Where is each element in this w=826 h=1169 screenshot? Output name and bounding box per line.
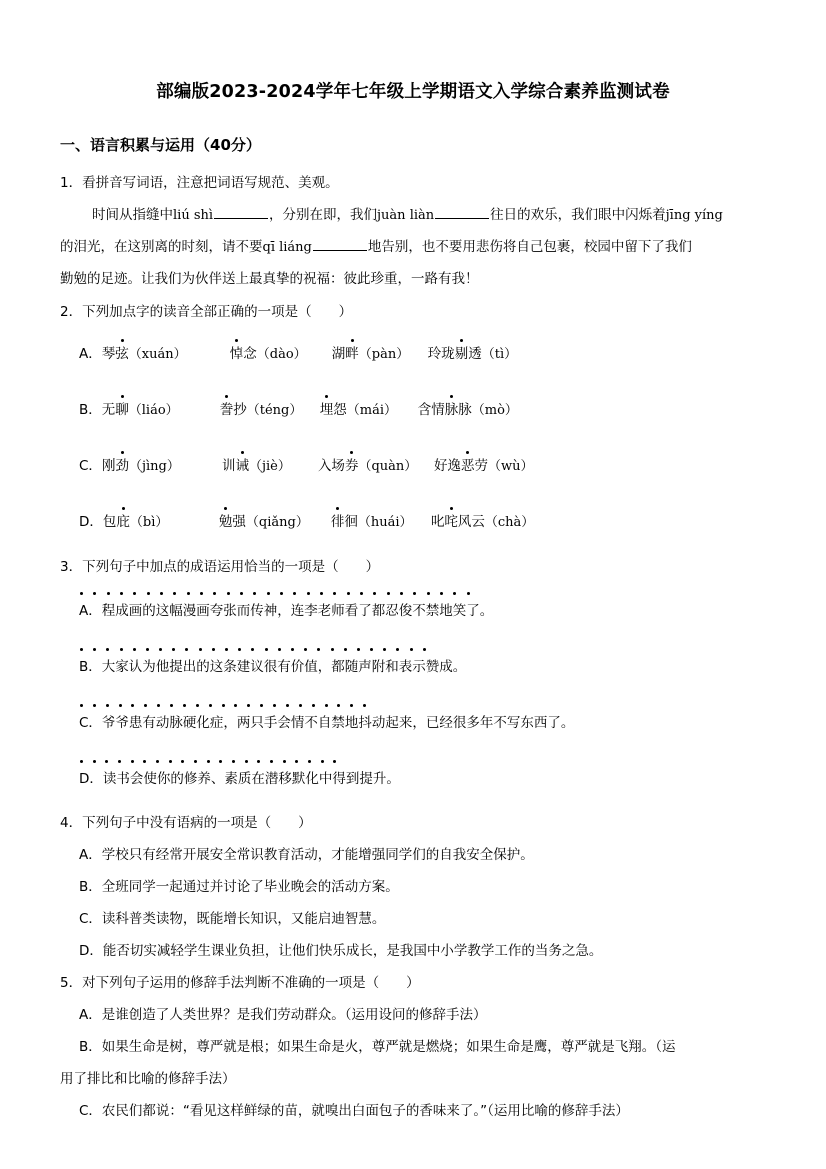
dotted-char: 畔 xyxy=(345,346,359,362)
q3-option-b[interactable]: B．大家认为他提出的这条建议很有价值，都随声附和表示赞成。 xyxy=(79,659,467,675)
emphasis-dot xyxy=(118,760,121,763)
emphasis-dot xyxy=(357,648,360,651)
emphasis-dot xyxy=(295,760,298,763)
emphasis-dot xyxy=(219,760,222,763)
emphasis-dot xyxy=(283,760,286,763)
emphasis-dot xyxy=(321,760,324,763)
emphasis-dot xyxy=(173,592,176,595)
emphasis-dot xyxy=(119,704,122,707)
emphasis-dot xyxy=(370,648,373,651)
emphasis-dot xyxy=(227,592,230,595)
emphasis-dot xyxy=(169,760,172,763)
dotted-char: 券 xyxy=(344,458,359,474)
dotted-char: 悼 xyxy=(229,346,244,362)
emphasis-dot xyxy=(400,592,403,595)
emphasis-dot xyxy=(320,592,323,595)
emphasis-dot xyxy=(234,704,237,707)
dotted-char: 徘 xyxy=(330,514,345,530)
q2-option-d[interactable]: D．包庇（bì） 勉强（qiǎng） 徘徊（huái） 叱咤风云（chà） xyxy=(79,514,535,530)
emphasis-dot xyxy=(363,704,366,707)
emphasis-dot xyxy=(373,592,376,595)
emphasis-dot xyxy=(245,760,248,763)
dotted-char: 咤 xyxy=(444,514,458,530)
question-4-stem: 4．下列句子中没有语病的一项是（ ） xyxy=(60,815,312,831)
question-1-line-1 xyxy=(92,203,802,223)
question-1-line-2 xyxy=(60,235,770,255)
q1-blank[interactable] xyxy=(435,206,489,219)
emphasis-dot xyxy=(253,592,256,595)
emphasis-dot xyxy=(344,648,347,651)
q2-option-a[interactable]: A．琴弦（xuán） 悼念（dào） 湖畔（pàn） 玲珑剔透（tì） xyxy=(79,346,518,362)
q5-option-b[interactable]: B．如果生命是树，尊严就是根；如果生命是火，尊严就是燃烧；如果生命是鹰，尊严就是飞翔。（运 xyxy=(79,1039,676,1055)
emphasis-dot xyxy=(387,592,390,595)
q5-option-b-continued: 用了排比和比喻的修辞手法） xyxy=(60,1071,236,1087)
dotted-char: 剔 xyxy=(454,346,469,362)
dotted-char: 恶 xyxy=(460,458,475,474)
option-label: B． xyxy=(79,402,102,418)
emphasis-dot xyxy=(106,704,109,707)
emphasis-dot xyxy=(265,648,268,651)
emphasis-dot xyxy=(120,648,123,651)
q1-text: 时间从指缝中 xyxy=(92,207,173,223)
emphasis-dot xyxy=(467,592,470,595)
q1-pinyin: jīng yíng xyxy=(665,208,723,223)
emphasis-dot xyxy=(270,760,273,763)
question-2-stem: 2．下列加点字的读音全部正确的一项是（ ） xyxy=(60,304,353,320)
emphasis-dot xyxy=(80,704,83,707)
emphasis-dot xyxy=(440,592,443,595)
emphasis-dot xyxy=(396,648,399,651)
emphasis-dot xyxy=(299,704,302,707)
emphasis-dot xyxy=(160,592,163,595)
emphasis-dot xyxy=(293,592,296,595)
emphasis-dot xyxy=(93,704,96,707)
q2-option-c[interactable]: C．刚劲（jìng） 训诫（jiè） 入场券（quàn） 好逸恶劳（wù） xyxy=(79,458,534,474)
emphasis-dot xyxy=(360,592,363,595)
emphasis-dot xyxy=(105,760,108,763)
emphasis-dot xyxy=(312,704,315,707)
emphasis-dot xyxy=(232,760,235,763)
emphasis-dot xyxy=(307,592,310,595)
emphasis-dot xyxy=(194,760,197,763)
emphasis-dot xyxy=(159,648,162,651)
question-1-stem: 1．看拼音写词语，注意把词语写规范、美观。 xyxy=(60,175,339,191)
emphasis-dot xyxy=(247,704,250,707)
emphasis-dot xyxy=(196,704,199,707)
dotted-char: 脉 xyxy=(444,402,459,418)
emphasis-dot xyxy=(325,704,328,707)
dotted-char: 誊 xyxy=(219,402,234,418)
option-label: D． xyxy=(79,514,103,530)
emphasis-dot xyxy=(273,704,276,707)
emphasis-dot xyxy=(120,592,123,595)
emphasis-dot xyxy=(172,648,175,651)
emphasis-dot xyxy=(131,760,134,763)
q1-text: 的泪光，在这别离的时刻，请不要 xyxy=(60,239,263,255)
emphasis-dot xyxy=(337,704,340,707)
emphasis-dot xyxy=(222,704,225,707)
emphasis-dot xyxy=(423,648,426,651)
emphasis-dot xyxy=(453,592,456,595)
q4-option-d[interactable]: D．能否切实减轻学生课业负担，让他们快乐成长，是我国中小学教学工作的当务之急。 xyxy=(79,943,603,959)
q4-option-a[interactable]: A．学校只有经常开展安全常识教育活动，才能增强同学们的自我安全保护。 xyxy=(79,847,534,863)
emphasis-dot xyxy=(213,592,216,595)
emphasis-dot xyxy=(286,704,289,707)
emphasis-dot xyxy=(317,648,320,651)
emphasis-dot xyxy=(93,760,96,763)
q4-option-c[interactable]: C．读科普类读物，既能增长知识，又能启迪智慧。 xyxy=(79,911,386,927)
section-heading: 一、语言积累与运用（40分） xyxy=(60,136,261,154)
emphasis-dot xyxy=(199,648,202,651)
q1-pinyin: qī liáng xyxy=(262,240,312,255)
emphasis-dot xyxy=(80,592,83,595)
emphasis-dot xyxy=(156,760,159,763)
emphasis-dot xyxy=(183,704,186,707)
option-label: C． xyxy=(79,458,102,474)
emphasis-dot xyxy=(80,760,83,763)
emphasis-dots xyxy=(80,592,480,596)
emphasis-dot xyxy=(427,592,430,595)
emphasis-dot xyxy=(333,760,336,763)
emphasis-dot xyxy=(93,648,96,651)
q5-option-a[interactable]: A．是谁创造了人类世界？是我们劳动群众。（运用设问的修辞手法） xyxy=(79,1007,487,1023)
q1-text: ，分别在即，我们 xyxy=(269,207,378,223)
emphasis-dots xyxy=(80,648,436,652)
q3-option-c[interactable]: C．爷爷患有动脉硬化症，两只手会情不自禁地抖动起来，已经很多年不写东西了。 xyxy=(79,715,575,731)
dotted-char: 诫 xyxy=(235,458,249,474)
emphasis-dot xyxy=(225,648,228,651)
option-label: A． xyxy=(79,346,102,362)
emphasis-dot xyxy=(308,760,311,763)
emphasis-dot xyxy=(133,648,136,651)
emphasis-dot xyxy=(260,704,263,707)
emphasis-dot xyxy=(291,648,294,651)
emphasis-dot xyxy=(200,592,203,595)
dotted-char: 弦 xyxy=(115,346,129,362)
question-3-stem: 3．下列句子中加点的成语运用恰当的一项是（ ） xyxy=(60,559,380,575)
emphasis-dot xyxy=(280,592,283,595)
q5-option-c[interactable]: C．农民们都说：“看见这样鲜绿的苗，就嗅出白面包子的香味来了。”（运用比喻的修辞手法） xyxy=(79,1103,629,1119)
emphasis-dot xyxy=(80,648,83,651)
q2-option-b[interactable]: B．无聊（liáo） 誊抄（téng） 埋怨（mái） 含情脉脉（mò） xyxy=(79,402,518,418)
dotted-char: 勉 xyxy=(218,514,233,530)
emphasis-dot xyxy=(413,592,416,595)
q1-blank[interactable] xyxy=(313,238,367,251)
emphasis-dot xyxy=(93,592,96,595)
emphasis-dot xyxy=(251,648,254,651)
emphasis-dot xyxy=(144,704,147,707)
page-title: 部编版2023-2024学年七年级上学期语文入学综合素养监测试卷 xyxy=(156,82,670,102)
emphasis-dot xyxy=(106,648,109,651)
emphasis-dot xyxy=(185,648,188,651)
q1-blank[interactable] xyxy=(214,206,268,219)
emphasis-dot xyxy=(304,648,307,651)
dotted-char: 聊 xyxy=(115,402,129,418)
emphasis-dot xyxy=(131,704,134,707)
emphasis-dot xyxy=(278,648,281,651)
q3-option-a[interactable]: A．程成画的这幅漫画夸张而传神，连李老师看了都忍俊不禁地笑了。 xyxy=(79,603,494,619)
emphasis-dot xyxy=(147,592,150,595)
q1-text: 往日的欢乐，我们眼中闪烁着 xyxy=(490,207,666,223)
emphasis-dot xyxy=(209,704,212,707)
emphasis-dot xyxy=(350,704,353,707)
emphasis-dot xyxy=(257,760,260,763)
question-1-line-3: 勤勉的足迹。让我们为伙伴送上最真挚的祝福：彼此珍重，一路有我！ xyxy=(60,271,479,287)
emphasis-dot xyxy=(267,592,270,595)
q1-pinyin: juàn liàn xyxy=(377,208,435,223)
q1-text: 地告别，也不要用悲伤将自己包裹，校园中留下了我们 xyxy=(367,239,692,255)
dotted-char: 劲 xyxy=(115,458,129,474)
emphasis-dots xyxy=(80,704,376,708)
emphasis-dot xyxy=(383,648,386,651)
emphasis-dot xyxy=(107,592,110,595)
emphasis-dot xyxy=(146,648,149,651)
emphasis-dots xyxy=(80,760,346,764)
emphasis-dot xyxy=(238,648,241,651)
emphasis-dot xyxy=(347,592,350,595)
dotted-char: 庇 xyxy=(116,514,130,530)
dotted-char: 埋 xyxy=(319,402,334,418)
emphasis-dot xyxy=(410,648,413,651)
q1-pinyin: liú shì xyxy=(173,208,214,223)
emphasis-dot xyxy=(187,592,190,595)
emphasis-dot xyxy=(212,648,215,651)
emphasis-dot xyxy=(133,592,136,595)
emphasis-dot xyxy=(157,704,160,707)
q3-option-d[interactable]: D．读书会使你的修养、素质在潜移默化中得到提升。 xyxy=(79,771,400,787)
q4-option-b[interactable]: B．全班同学一起通过并讨论了毕业晚会的活动方案。 xyxy=(79,879,399,895)
emphasis-dot xyxy=(143,760,146,763)
emphasis-dot xyxy=(240,592,243,595)
emphasis-dot xyxy=(170,704,173,707)
emphasis-dot xyxy=(207,760,210,763)
emphasis-dot xyxy=(331,648,334,651)
question-5-stem: 5．对下列句子运用的修辞手法判断不准确的一项是（ ） xyxy=(60,975,420,991)
emphasis-dot xyxy=(333,592,336,595)
emphasis-dot xyxy=(181,760,184,763)
